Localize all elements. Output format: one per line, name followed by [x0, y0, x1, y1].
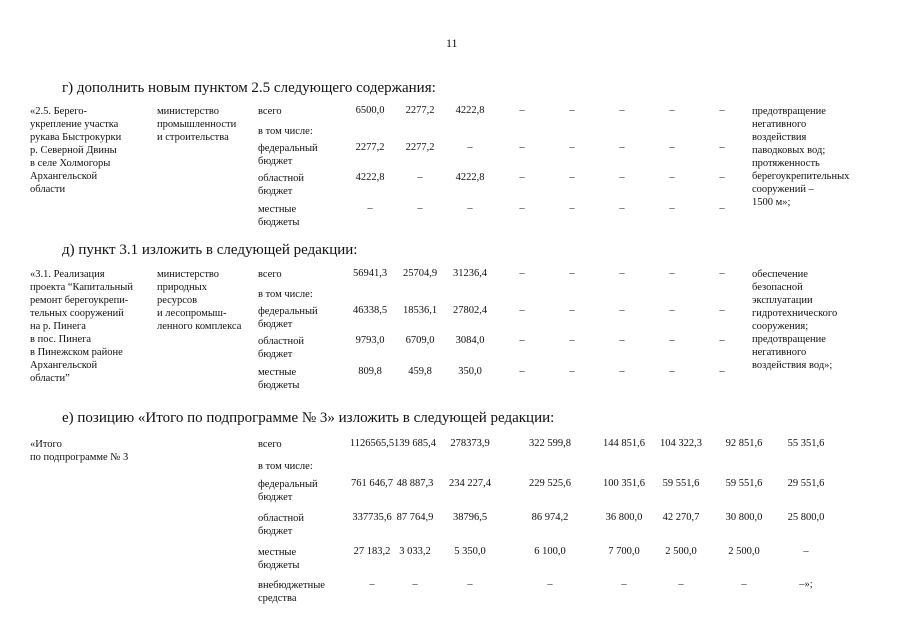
value-cell: 55 351,6 — [787, 438, 825, 449]
row-label: в том числе: — [258, 289, 313, 300]
value-cell: – — [619, 105, 625, 116]
row-label: местные бюджеты — [258, 547, 300, 571]
value-cell: 139 685,4 — [394, 438, 436, 449]
value-cell: 322 599,8 — [529, 438, 571, 449]
value-cell: – — [619, 335, 625, 346]
value-cell: 56941,3 — [352, 268, 388, 279]
value-cell: – — [719, 105, 725, 116]
value-cell: – — [803, 546, 809, 557]
value-cell: – — [669, 203, 675, 214]
value-cell: 1126565,5 — [349, 438, 395, 449]
value-cell: – — [719, 268, 725, 279]
row-label: местные бюджеты — [258, 367, 300, 391]
value-cell: – — [621, 579, 627, 590]
value-cell: 2 500,0 — [728, 546, 760, 557]
row-label: местные бюджеты — [258, 204, 300, 228]
value-cell: – — [519, 268, 525, 279]
row-label: в том числе: — [258, 126, 313, 137]
value-cell: 2277,2 — [405, 105, 435, 116]
value-cell: 3084,0 — [455, 335, 485, 346]
value-cell: – — [719, 142, 725, 153]
row-label: всего — [258, 439, 282, 450]
value-cell: – — [719, 366, 725, 377]
value-cell: – — [519, 142, 525, 153]
value-cell: – — [569, 105, 575, 116]
value-cell: 229 525,6 — [529, 478, 571, 489]
value-cell: 86 974,2 — [531, 512, 569, 523]
expected-result: обеспечение безопасной эксплуатации гидротехнического сооружения; предотвращение негативного воздействия вод»; — [752, 269, 838, 371]
row-label: областной бюджет — [258, 173, 304, 197]
value-cell: – — [547, 579, 553, 590]
value-cell: – — [467, 142, 473, 153]
value-cell: 2277,2 — [405, 142, 435, 153]
value-cell: – — [619, 203, 625, 214]
value-cell: 25704,9 — [402, 268, 438, 279]
value-cell: – — [669, 142, 675, 153]
value-cell: – — [719, 305, 725, 316]
executor: министерство природных ресурсов и лесопромыш- ленного комплекса — [157, 269, 242, 332]
page-number: 11 — [446, 36, 458, 50]
value-cell: 4222,8 — [455, 172, 485, 183]
value-cell: 2 500,0 — [665, 546, 697, 557]
value-cell: – — [519, 305, 525, 316]
value-cell: 5 350,0 — [454, 546, 486, 557]
value-cell: 30 800,0 — [725, 512, 763, 523]
value-cell: 809,8 — [358, 366, 382, 377]
value-cell: 350,0 — [458, 366, 482, 377]
row-label: областной бюджет — [258, 336, 304, 360]
value-cell: – — [619, 366, 625, 377]
value-cell: 38796,5 — [452, 512, 488, 523]
value-cell: 6709,0 — [405, 335, 435, 346]
value-cell: – — [669, 335, 675, 346]
value-cell: – — [412, 579, 418, 590]
value-cell: 4222,8 — [355, 172, 385, 183]
value-cell: 31236,4 — [452, 268, 488, 279]
value-cell: 7 700,0 — [608, 546, 640, 557]
row-label: областной бюджет — [258, 513, 304, 537]
value-cell: 87 764,9 — [396, 512, 434, 523]
value-cell: 9793,0 — [355, 335, 385, 346]
row-label: в том числе: — [258, 461, 313, 472]
value-cell: – — [719, 172, 725, 183]
value-cell: – — [569, 142, 575, 153]
value-cell: – — [417, 203, 423, 214]
value-cell: – — [669, 268, 675, 279]
value-cell: 48 887,3 — [396, 478, 434, 489]
value-cell: – — [669, 172, 675, 183]
value-cell: – — [619, 142, 625, 153]
section-heading: д) пункт 3.1 изложить в следующей редакции: — [62, 242, 358, 258]
value-cell: 59 551,6 — [725, 478, 763, 489]
row-label: внебюджетные средства — [258, 580, 325, 604]
value-cell: 337735,6 — [352, 512, 392, 523]
value-cell: – — [467, 579, 473, 590]
value-cell: 25 800,0 — [787, 512, 825, 523]
value-cell: – — [669, 105, 675, 116]
executor: министерство промышленности и строительства — [157, 106, 237, 143]
value-cell: – — [719, 203, 725, 214]
section-heading: е) позицию «Итого по подпрограмме № 3» изложить в следующей редакции: — [62, 410, 555, 426]
expected-result: предотвращение негативного воздействия паводковых вод; протяженность берегоукрепительных сооружений – 1500 м»; — [752, 106, 850, 208]
value-cell: – — [669, 305, 675, 316]
value-cell: 144 851,6 — [603, 438, 645, 449]
value-cell: 27 183,2 — [353, 546, 391, 557]
value-cell: 104 322,3 — [660, 438, 702, 449]
value-cell: – — [569, 268, 575, 279]
value-cell: – — [519, 366, 525, 377]
value-cell: 6 100,0 — [534, 546, 566, 557]
value-cell: 18536,1 — [402, 305, 438, 316]
value-cell: – — [678, 579, 684, 590]
value-cell: 278373,9 — [450, 438, 490, 449]
value-cell: – — [719, 335, 725, 346]
value-cell: 6500,0 — [355, 105, 385, 116]
value-cell: – — [519, 105, 525, 116]
value-cell: – — [619, 172, 625, 183]
value-cell: – — [417, 172, 423, 183]
value-cell: – — [569, 172, 575, 183]
value-cell: – — [619, 268, 625, 279]
value-cell: – — [467, 203, 473, 214]
item-title: «Итого по подпрограмме № 3 — [30, 439, 129, 463]
value-cell: 42 270,7 — [662, 512, 700, 523]
value-cell: – — [569, 305, 575, 316]
value-cell: –»; — [799, 579, 813, 590]
value-cell: 234 227,4 — [449, 478, 491, 489]
value-cell: 2277,2 — [355, 142, 385, 153]
row-label: федеральный бюджет — [258, 479, 318, 503]
section-heading: г) дополнить новым пунктом 2.5 следующего содержания: — [62, 80, 436, 96]
value-cell: – — [669, 366, 675, 377]
row-label: федеральный бюджет — [258, 143, 318, 167]
value-cell: – — [741, 579, 747, 590]
row-label: федеральный бюджет — [258, 306, 318, 330]
value-cell: – — [519, 172, 525, 183]
value-cell: – — [369, 579, 375, 590]
value-cell: – — [569, 335, 575, 346]
value-cell: 459,8 — [408, 366, 432, 377]
value-cell: 27802,4 — [452, 305, 488, 316]
row-label: всего — [258, 269, 282, 280]
value-cell: – — [569, 203, 575, 214]
item-title: «2.5. Берего- укрепление участка рукава Быстрокурки р. Северной Двины в селе Холмогоры Архангельской области — [30, 106, 122, 195]
value-cell: 92 851,6 — [725, 438, 763, 449]
value-cell: – — [619, 305, 625, 316]
value-cell: – — [519, 203, 525, 214]
value-cell: – — [367, 203, 373, 214]
value-cell: 59 551,6 — [662, 478, 700, 489]
value-cell: 4222,8 — [455, 105, 485, 116]
value-cell: 761 646,7 — [351, 478, 393, 489]
value-cell: – — [569, 366, 575, 377]
row-label: всего — [258, 106, 282, 117]
value-cell: 46338,5 — [352, 305, 388, 316]
value-cell: 100 351,6 — [603, 478, 645, 489]
item-title: «3.1. Реализация проекта “Капитальный ремонт берегоукрепи- тельных сооружений на р. Пинега в пос. Пинега в Пинежском районе Архангельской области” — [30, 269, 133, 384]
value-cell: 36 800,0 — [605, 512, 643, 523]
value-cell: 29 551,6 — [787, 478, 825, 489]
value-cell: 3 033,2 — [399, 546, 431, 557]
value-cell: – — [519, 335, 525, 346]
